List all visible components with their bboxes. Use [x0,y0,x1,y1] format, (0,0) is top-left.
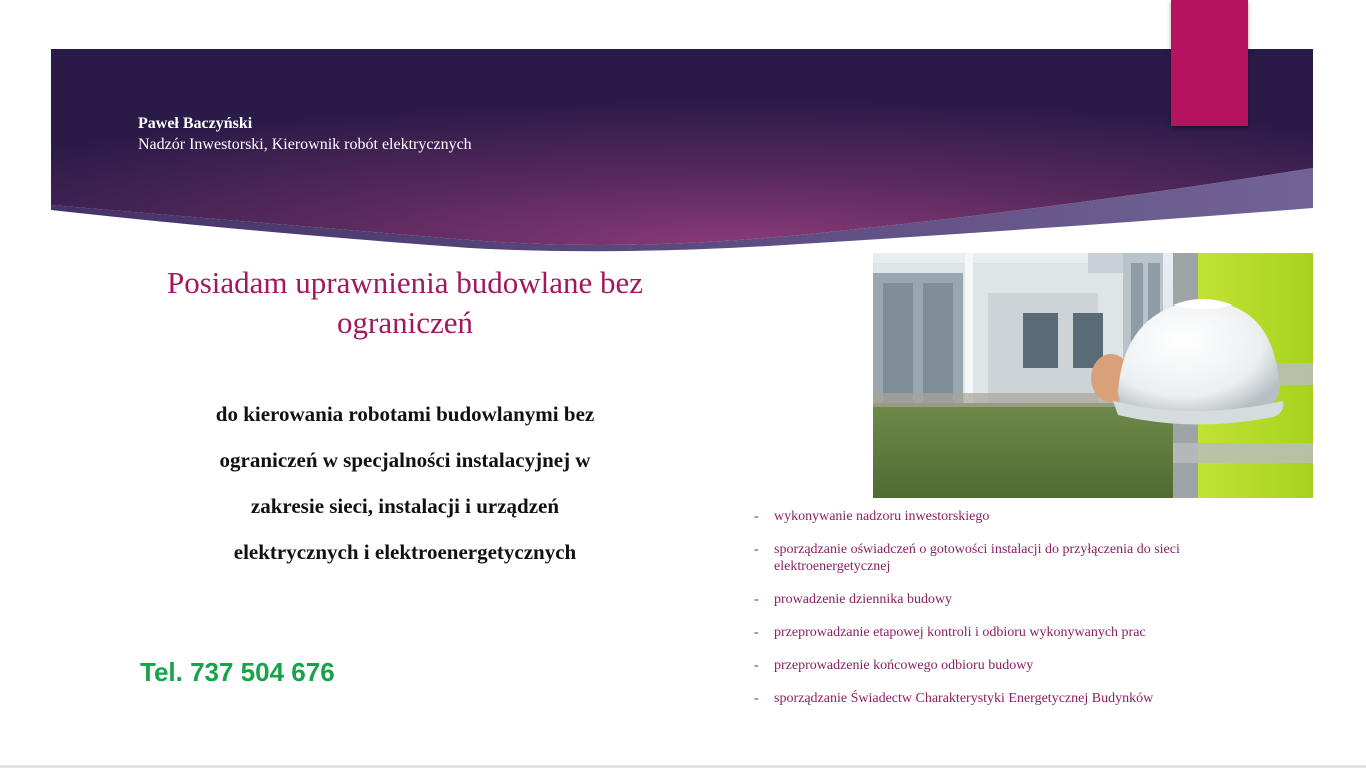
service-text: sporządzanie Świadectw Charakterystyki Energetycznej Budynków [774,691,1154,706]
service-item [754,508,1244,525]
qualification-text [150,391,660,575]
bullet-dash: - [754,542,759,557]
qualification-line-4: elektrycznych i elektroenergetycznych [233,540,577,564]
service-item [754,657,1244,674]
bullet-dash: - [754,625,759,640]
headline-line-2: ograniczeń [337,305,473,340]
author-name: Paweł Baczyński [138,115,253,132]
qualification-line-2: ograniczeń w specjalności instalacyjnej w [219,448,591,472]
bullet-dash: - [754,691,759,706]
service-text: prowadzenie dziennika budowy [774,592,953,607]
service-item [754,624,1244,641]
headline-line-1: Posiadam uprawnienia budowlane bez [166,265,644,300]
service-item [754,690,1244,707]
hard-hat-photo [873,253,1313,498]
service-text: przeprowadzenie końcowego odbioru budowy [774,658,1034,673]
bullet-dash: - [754,658,759,673]
author-role: Nadzór Inwestorski, Kierownik robót elektrycznych [138,136,472,153]
service-text: sporządzanie oświadczeń o gotowości instalacji do przyłączenia do sieci elektroenergetycznej [774,542,1180,574]
bullet-dash: - [754,509,759,524]
service-item [754,541,1244,575]
service-text: przeprowadzanie etapowej kontroli i odbioru wykonywanych prac [774,625,1146,640]
bullet-dash: - [754,592,759,607]
service-item [754,591,1244,608]
qualification-line-3: zakresie sieci, instalacji i urządzeń [250,494,560,518]
qualification-line-1: do kierowania robotami budowlanymi bez [215,402,595,426]
headline [130,263,680,343]
accent-tab [1171,0,1248,126]
service-text: wykonywanie nadzoru inwestorskiego [774,509,990,524]
phone-number: Tel. 737 504 676 [140,657,335,687]
services-list [754,508,1244,707]
